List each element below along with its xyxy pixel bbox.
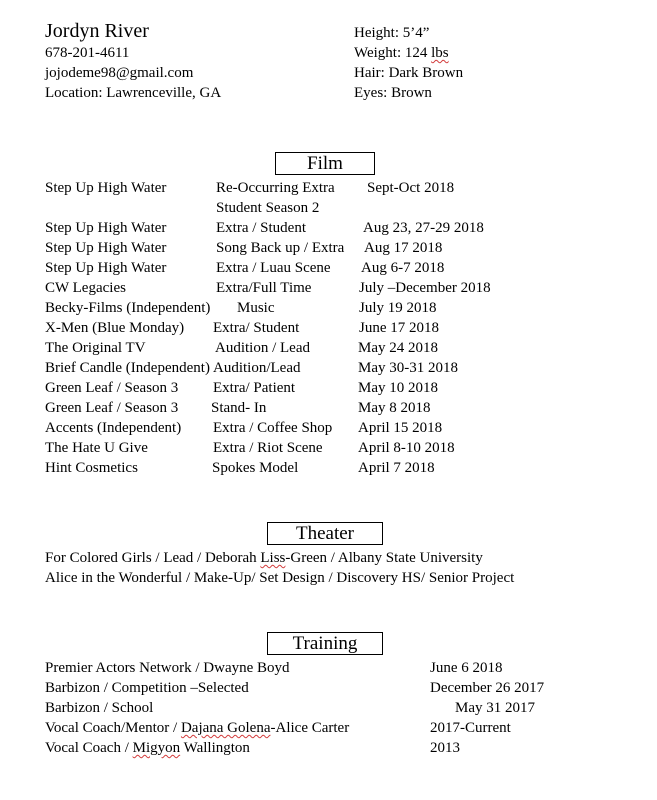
training-entry-post: -Alice Carter — [270, 720, 350, 736]
phone-number: 678-201-4611 — [45, 45, 130, 61]
training-entry — [45, 738, 250, 758]
training-entry-mark: Migyon — [132, 740, 181, 756]
film-heading: Film — [275, 152, 375, 175]
film-date: July –December 2018 — [359, 280, 491, 296]
film-date: July 19 2018 — [359, 300, 437, 316]
training-entry — [45, 718, 349, 738]
film-date: June 17 2018 — [359, 320, 439, 336]
training-entry-pre: Barbizon / Competition –Selected — [45, 680, 249, 696]
film-project: The Hate U Give — [45, 440, 148, 456]
weight-label: Weight: 124 — [354, 45, 432, 61]
film-project: Hint Cosmetics — [45, 460, 138, 476]
film-role: Song Back up / Extra — [216, 240, 345, 256]
location: Location: Lawrenceville, GA — [45, 85, 222, 101]
film-role: Extra / Luau Scene — [216, 260, 331, 276]
training-entry-post: Wallington — [180, 740, 250, 756]
training-entry — [45, 658, 290, 678]
theater-credit-1 — [45, 548, 483, 568]
film-project: Green Leaf / Season 3 — [45, 380, 179, 396]
training-entry-pre: Premier Actors Network / Dwayne Boyd — [45, 660, 290, 676]
theater-credit-1-post: -Green / Albany State University — [285, 550, 483, 566]
film-project: Step Up High Water — [45, 260, 167, 276]
film-date: April 15 2018 — [358, 420, 443, 436]
film-project: X-Men (Blue Monday) — [45, 320, 185, 336]
film-role: Stand- In — [211, 400, 267, 416]
film-project: Step Up High Water — [45, 220, 167, 236]
film-date: Sept-Oct 2018 — [367, 180, 455, 196]
film-project: Step Up High Water — [45, 180, 167, 196]
theater-heading: Theater — [267, 522, 383, 545]
film-date: April 7 2018 — [358, 460, 435, 476]
training-date: June 6 2018 — [430, 660, 503, 676]
training-heading: Training — [267, 632, 383, 655]
film-project: Becky-Films (Independent) — [45, 300, 211, 316]
film-project: The Original TV — [45, 340, 146, 356]
film-role: Extra / Riot Scene — [213, 440, 323, 456]
film-role-continued: Student Season 2 — [216, 200, 320, 216]
training-date: 2017-Current — [430, 720, 511, 736]
training-entry-pre: Vocal Coach / — [45, 740, 133, 756]
training-entry-pre: Vocal Coach/Mentor / — [45, 720, 181, 736]
training-date: May 31 2017 — [455, 700, 535, 716]
film-project: Step Up High Water — [45, 240, 167, 256]
film-date: May 30-31 2018 — [358, 360, 458, 376]
film-role: Re-Occurring Extra — [216, 180, 335, 196]
training-date: 2013 — [430, 740, 460, 756]
film-role: Extra/ Student — [213, 320, 300, 336]
training-date: December 26 2017 — [430, 680, 545, 696]
training-entry-mark: Dajana Golena — [180, 720, 271, 736]
eye-color: Eyes: Brown — [354, 85, 432, 101]
theater-credit-1-pre: For Colored Girls / Lead / Deborah — [45, 550, 261, 566]
film-project: Green Leaf / Season 3 — [45, 400, 179, 416]
training-entry — [45, 678, 249, 698]
film-project: CW Legacies — [45, 280, 126, 296]
film-role: Extra/Full Time — [216, 280, 312, 296]
theater-credit-1-mark: Liss — [260, 550, 286, 566]
theater-credit-2: Alice in the Wonderful / Make-Up/ Set Design / Discovery HS/ Senior Project — [45, 570, 515, 586]
film-role: Extra/ Patient — [213, 380, 296, 396]
film-role: Music — [237, 300, 275, 316]
training-entry-pre: Barbizon / School — [45, 700, 154, 716]
film-date: May 10 2018 — [358, 380, 438, 396]
film-date: Aug 23, 27-29 2018 — [363, 220, 484, 236]
film-role: Spokes Model — [212, 460, 299, 476]
film-role: Extra / Student — [216, 220, 306, 236]
film-role: Extra / Coffee Shop — [213, 420, 333, 436]
training-entry — [45, 698, 153, 718]
film-date: Aug 17 2018 — [364, 240, 443, 256]
weight-unit: lbs — [431, 45, 449, 61]
hair-color: Hair: Dark Brown — [354, 65, 464, 81]
film-role: Audition/Lead — [213, 360, 301, 376]
email-address: jojodeme98@gmail.com — [45, 65, 194, 81]
film-date: April 8-10 2018 — [358, 440, 455, 456]
weight — [354, 43, 449, 63]
height: Height: 5’4” — [354, 25, 430, 41]
film-date: May 24 2018 — [358, 340, 438, 356]
film-date: Aug 6-7 2018 — [361, 260, 445, 276]
film-role: Audition / Lead — [215, 340, 310, 356]
film-date: May 8 2018 — [358, 400, 431, 416]
film-project: Brief Candle (Independent) — [45, 360, 210, 376]
film-project: Accents (Independent) — [45, 420, 182, 436]
applicant-name: Jordyn River — [45, 20, 149, 42]
